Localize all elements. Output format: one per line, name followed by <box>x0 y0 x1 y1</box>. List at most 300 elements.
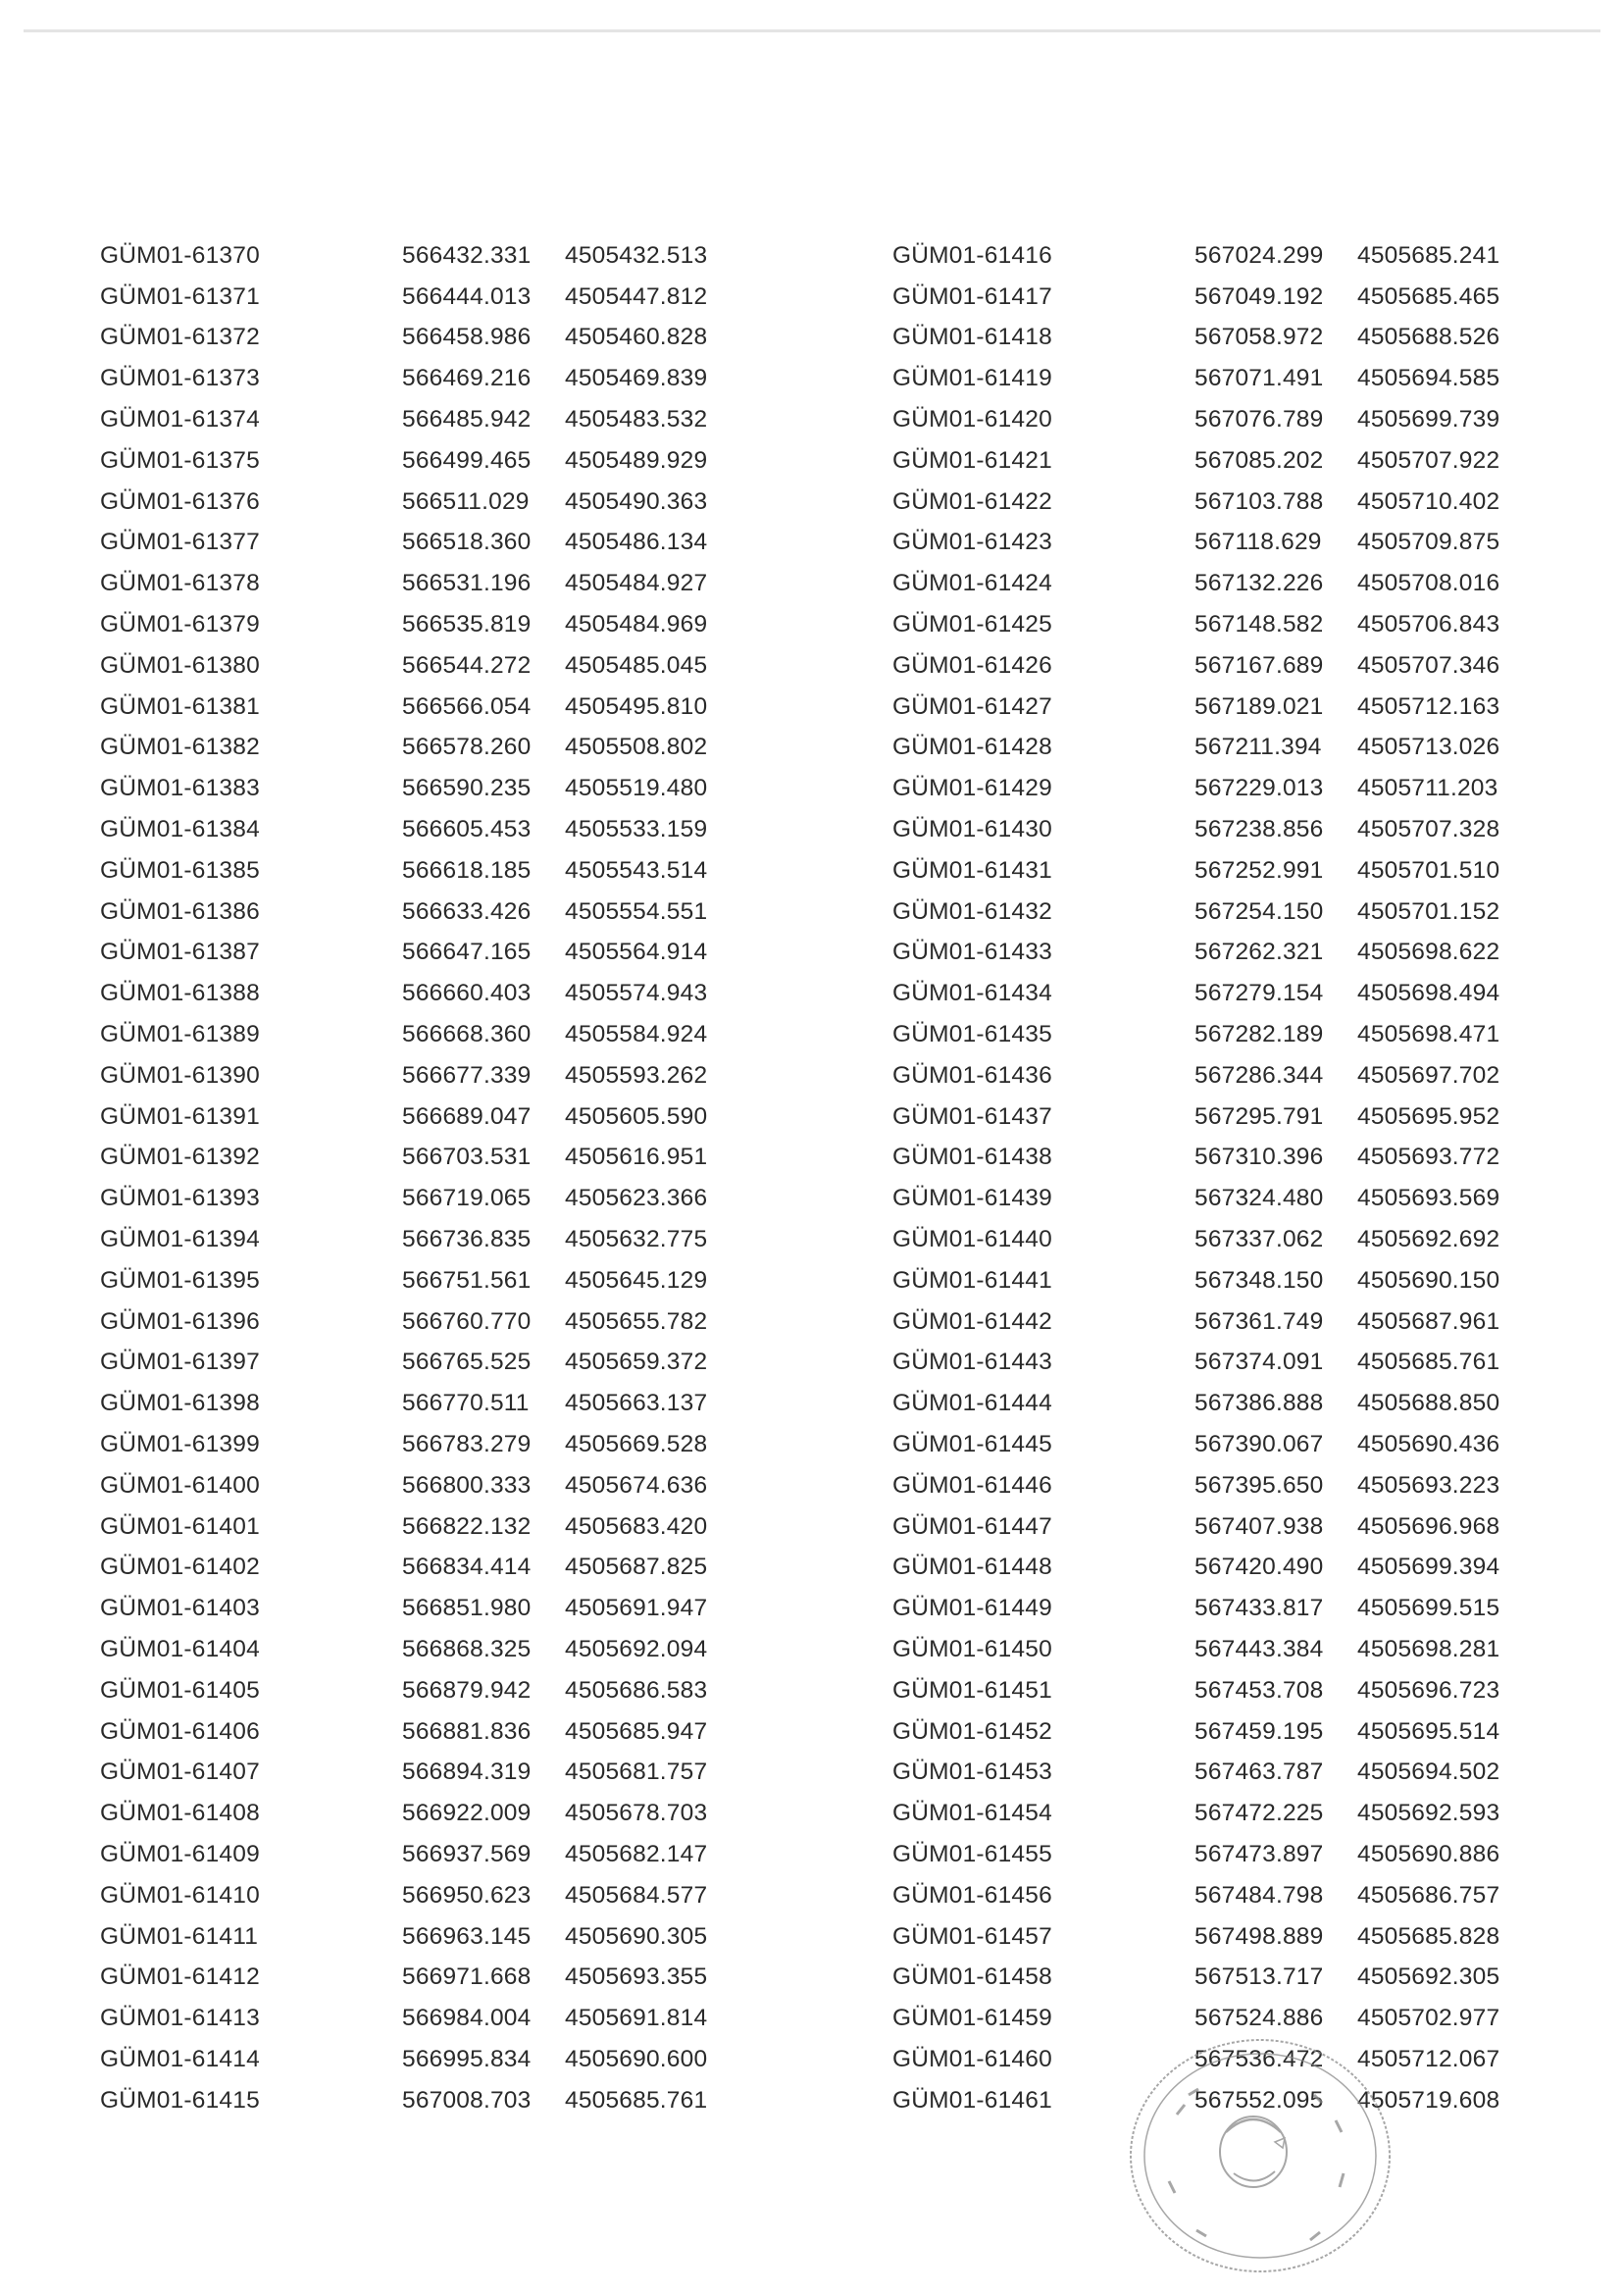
point-id: GÜM01-61423 <box>892 529 1052 556</box>
point-id: GÜM01-61381 <box>100 692 260 720</box>
point-id: GÜM01-61443 <box>892 1349 1052 1376</box>
y-coordinate: 4505685.241 <box>1357 241 1500 269</box>
x-coordinate: 567118.629 <box>1194 529 1322 556</box>
x-coordinate: 566668.360 <box>402 1021 532 1048</box>
x-coordinate: 567473.897 <box>1194 1840 1324 1867</box>
x-coordinate: 567361.749 <box>1194 1307 1324 1335</box>
y-coordinate: 4505712.163 <box>1357 692 1500 720</box>
table-row <box>100 728 767 769</box>
official-seal-icon <box>1118 2026 1402 2285</box>
table-row <box>100 604 767 645</box>
table-row <box>100 1096 767 1138</box>
x-coordinate: 567254.150 <box>1194 897 1324 925</box>
x-coordinate: 567211.394 <box>1194 734 1322 761</box>
x-coordinate: 567324.480 <box>1194 1185 1324 1212</box>
x-coordinate: 567484.798 <box>1194 1881 1324 1909</box>
point-id: GÜM01-61401 <box>100 1512 260 1540</box>
y-coordinate: 4505632.775 <box>565 1226 708 1253</box>
y-coordinate: 4505645.129 <box>565 1266 708 1294</box>
point-id: GÜM01-61412 <box>100 1963 260 1991</box>
table-row <box>100 1588 767 1629</box>
x-coordinate: 567472.225 <box>1194 1800 1324 1827</box>
point-id: GÜM01-61433 <box>892 939 1052 966</box>
x-coordinate: 567076.789 <box>1194 406 1324 433</box>
x-coordinate: 566469.216 <box>402 365 532 392</box>
y-coordinate: 4505485.045 <box>565 651 708 679</box>
table-row <box>100 809 767 850</box>
point-id: GÜM01-61445 <box>892 1431 1052 1457</box>
table-row <box>100 892 767 933</box>
point-id: GÜM01-61456 <box>892 1881 1052 1909</box>
x-coordinate: 567459.195 <box>1194 1717 1324 1745</box>
point-id: GÜM01-61441 <box>892 1266 1052 1294</box>
point-id: GÜM01-61398 <box>100 1390 260 1417</box>
x-coordinate: 566518.360 <box>402 529 532 556</box>
y-coordinate: 4505711.203 <box>1357 775 1498 802</box>
y-coordinate: 4505432.513 <box>565 241 708 269</box>
table-row <box>100 1506 767 1548</box>
table-row <box>100 235 767 277</box>
point-id: GÜM01-61396 <box>100 1307 260 1335</box>
x-coordinate: 567286.344 <box>1194 1061 1324 1089</box>
point-id: GÜM01-61390 <box>100 1061 260 1089</box>
y-coordinate: 4505663.137 <box>565 1390 708 1417</box>
point-id: GÜM01-61444 <box>892 1390 1052 1417</box>
y-coordinate: 4505692.305 <box>1357 1963 1500 1991</box>
x-coordinate: 566922.009 <box>402 1800 532 1827</box>
table-row <box>100 1752 767 1793</box>
x-coordinate: 567132.226 <box>1194 570 1324 597</box>
x-coordinate: 566605.453 <box>402 816 532 843</box>
y-coordinate: 4505495.810 <box>565 692 708 720</box>
y-coordinate: 4505605.590 <box>565 1102 708 1130</box>
point-id: GÜM01-61424 <box>892 570 1052 597</box>
point-id: GÜM01-61383 <box>100 775 260 802</box>
table-row <box>892 1301 1520 1343</box>
x-coordinate: 567071.491 <box>1194 365 1324 392</box>
x-coordinate: 567049.192 <box>1194 282 1324 310</box>
y-coordinate: 4505669.528 <box>565 1431 708 1457</box>
table-row <box>100 1957 767 1998</box>
point-id: GÜM01-61454 <box>892 1800 1052 1827</box>
x-coordinate: 566783.279 <box>402 1431 532 1457</box>
x-coordinate: 566881.836 <box>402 1717 532 1745</box>
point-id: GÜM01-61395 <box>100 1266 260 1294</box>
y-coordinate: 4505701.510 <box>1357 856 1500 884</box>
y-coordinate: 4505693.355 <box>565 1963 708 1991</box>
y-coordinate: 4505659.372 <box>565 1349 708 1376</box>
table-row <box>892 1014 1520 1055</box>
y-coordinate: 4505683.420 <box>565 1512 708 1540</box>
table-row <box>100 1219 767 1260</box>
x-coordinate: 567058.972 <box>1194 324 1324 351</box>
point-id: GÜM01-61408 <box>100 1800 260 1827</box>
table-row <box>892 399 1520 440</box>
table-row <box>100 318 767 359</box>
table-row <box>892 604 1520 645</box>
y-coordinate: 4505713.026 <box>1357 734 1500 761</box>
point-id: GÜM01-61402 <box>100 1554 260 1581</box>
x-coordinate: 566719.065 <box>402 1185 532 1212</box>
point-id: GÜM01-61373 <box>100 365 260 392</box>
table-row <box>100 1465 767 1506</box>
point-id: GÜM01-61400 <box>100 1471 260 1499</box>
table-row <box>892 440 1520 482</box>
point-id: GÜM01-61399 <box>100 1431 260 1457</box>
point-id: GÜM01-61374 <box>100 406 260 433</box>
table-row <box>892 358 1520 399</box>
x-coordinate: 566984.004 <box>402 2005 532 2032</box>
x-coordinate: 567167.689 <box>1194 651 1324 679</box>
table-row <box>892 1219 1520 1260</box>
table-row <box>100 1055 767 1096</box>
point-id: GÜM01-61391 <box>100 1102 260 1130</box>
point-id: GÜM01-61435 <box>892 1021 1052 1048</box>
table-row <box>100 1548 767 1589</box>
y-coordinate: 4505690.150 <box>1357 1266 1500 1294</box>
y-coordinate: 4505701.152 <box>1357 897 1500 925</box>
table-row <box>100 1998 767 2039</box>
point-id: GÜM01-61426 <box>892 651 1052 679</box>
point-id: GÜM01-61455 <box>892 1840 1052 1867</box>
table-row <box>892 728 1520 769</box>
y-coordinate: 4505707.346 <box>1357 651 1500 679</box>
y-coordinate: 4505655.782 <box>565 1307 708 1335</box>
point-id: GÜM01-61430 <box>892 816 1052 843</box>
y-coordinate: 4505698.622 <box>1357 939 1500 966</box>
point-id: GÜM01-61420 <box>892 406 1052 433</box>
table-row <box>100 1875 767 1916</box>
table-row <box>100 2080 767 2121</box>
y-coordinate: 4505690.600 <box>565 2045 708 2072</box>
x-coordinate: 566647.165 <box>402 939 532 966</box>
point-id: GÜM01-61442 <box>892 1307 1052 1335</box>
y-coordinate: 4505707.922 <box>1357 446 1500 474</box>
x-coordinate: 566834.414 <box>402 1554 532 1581</box>
table-row <box>892 1548 1520 1589</box>
x-coordinate: 566770.511 <box>402 1390 530 1417</box>
point-id: GÜM01-61460 <box>892 2045 1052 2072</box>
x-coordinate: 566531.196 <box>402 570 532 597</box>
point-id: GÜM01-61451 <box>892 1676 1052 1704</box>
table-row <box>892 1178 1520 1219</box>
table-row <box>100 1014 767 1055</box>
y-coordinate: 4505692.692 <box>1357 1226 1500 1253</box>
y-coordinate: 4505691.814 <box>565 2005 708 2032</box>
point-id: GÜM01-61461 <box>892 2086 1052 2114</box>
y-coordinate: 4505623.366 <box>565 1185 708 1212</box>
table-row <box>100 1670 767 1711</box>
y-coordinate: 4505685.828 <box>1357 1922 1500 1950</box>
point-id: GÜM01-61403 <box>100 1595 260 1622</box>
y-coordinate: 4505694.585 <box>1357 365 1500 392</box>
point-id: GÜM01-61428 <box>892 734 1052 761</box>
table-row <box>892 1138 1520 1179</box>
x-coordinate: 566851.980 <box>402 1595 532 1622</box>
x-coordinate: 566677.339 <box>402 1061 532 1089</box>
y-coordinate: 4505685.761 <box>1357 1349 1500 1376</box>
x-coordinate: 566822.132 <box>402 1512 532 1540</box>
point-id: GÜM01-61407 <box>100 1759 260 1786</box>
table-row <box>892 1055 1520 1096</box>
table-row <box>892 809 1520 850</box>
table-row <box>892 973 1520 1014</box>
x-coordinate: 567420.490 <box>1194 1554 1324 1581</box>
table-row <box>100 1424 767 1465</box>
x-coordinate: 566566.054 <box>402 692 532 720</box>
table-row <box>892 1670 1520 1711</box>
point-id: GÜM01-61385 <box>100 856 260 884</box>
y-coordinate: 4505678.703 <box>565 1800 708 1827</box>
x-coordinate: 567262.321 <box>1194 939 1324 966</box>
x-coordinate: 567498.889 <box>1194 1922 1324 1950</box>
y-coordinate: 4505694.502 <box>1357 1759 1500 1786</box>
y-coordinate: 4505484.927 <box>565 570 708 597</box>
y-coordinate: 4505699.739 <box>1357 406 1500 433</box>
point-id: GÜM01-61415 <box>100 2086 260 2114</box>
y-coordinate: 4505706.843 <box>1357 611 1500 638</box>
point-id: GÜM01-61405 <box>100 1676 260 1704</box>
x-coordinate: 567386.888 <box>1194 1390 1324 1417</box>
x-coordinate: 566736.835 <box>402 1226 532 1253</box>
table-row <box>892 235 1520 277</box>
y-coordinate: 4505687.961 <box>1357 1307 1500 1335</box>
y-coordinate: 4505688.526 <box>1357 324 1500 351</box>
y-coordinate: 4505688.850 <box>1357 1390 1500 1417</box>
y-coordinate: 4505685.947 <box>565 1717 708 1745</box>
table-row <box>892 933 1520 974</box>
y-coordinate: 4505574.943 <box>565 980 708 1007</box>
table-row <box>100 440 767 482</box>
y-coordinate: 4505685.465 <box>1357 282 1500 310</box>
x-coordinate: 566765.525 <box>402 1349 532 1376</box>
table-row <box>100 563 767 604</box>
point-id: GÜM01-61440 <box>892 1226 1052 1253</box>
y-coordinate: 4505508.802 <box>565 734 708 761</box>
table-row <box>100 850 767 892</box>
point-id: GÜM01-61449 <box>892 1595 1052 1622</box>
point-id: GÜM01-61404 <box>100 1635 260 1662</box>
x-coordinate: 566879.942 <box>402 1676 532 1704</box>
point-id: GÜM01-61386 <box>100 897 260 925</box>
table-row <box>100 973 767 1014</box>
point-id: GÜM01-61371 <box>100 282 260 310</box>
x-coordinate: 566800.333 <box>402 1471 532 1499</box>
table-row <box>892 1383 1520 1424</box>
y-coordinate: 4505693.569 <box>1357 1185 1500 1212</box>
x-coordinate: 567252.991 <box>1194 856 1324 884</box>
y-coordinate: 4505447.812 <box>565 282 708 310</box>
x-coordinate: 567024.299 <box>1194 241 1324 269</box>
x-coordinate: 566751.561 <box>402 1266 532 1294</box>
table-row <box>892 1793 1520 1834</box>
y-coordinate: 4505593.262 <box>565 1061 708 1089</box>
x-coordinate: 566444.013 <box>402 282 532 310</box>
point-id: GÜM01-61439 <box>892 1185 1052 1212</box>
point-id: GÜM01-61387 <box>100 939 260 966</box>
point-id: GÜM01-61418 <box>892 324 1052 351</box>
y-coordinate: 4505486.134 <box>565 529 708 556</box>
x-coordinate: 567085.202 <box>1194 446 1324 474</box>
point-id: GÜM01-61450 <box>892 1635 1052 1662</box>
x-coordinate: 567295.791 <box>1194 1102 1324 1130</box>
table-row <box>892 687 1520 728</box>
x-coordinate: 567008.703 <box>402 2086 532 2114</box>
x-coordinate: 566760.770 <box>402 1307 532 1335</box>
x-coordinate: 566432.331 <box>402 241 532 269</box>
table-row <box>100 2039 767 2080</box>
table-row <box>892 482 1520 523</box>
point-id: GÜM01-61392 <box>100 1144 260 1171</box>
y-coordinate: 4505490.363 <box>565 487 708 515</box>
y-coordinate: 4505690.886 <box>1357 1840 1500 1867</box>
point-id: GÜM01-61419 <box>892 365 1052 392</box>
table-row <box>892 277 1520 318</box>
x-coordinate: 567279.154 <box>1194 980 1324 1007</box>
table-row <box>892 1096 1520 1138</box>
y-coordinate: 4505687.825 <box>565 1554 708 1581</box>
table-row <box>100 1260 767 1301</box>
x-coordinate: 566971.668 <box>402 1963 532 1991</box>
x-coordinate: 566535.819 <box>402 611 532 638</box>
y-coordinate: 4505699.394 <box>1357 1554 1500 1581</box>
point-id: GÜM01-61422 <box>892 487 1052 515</box>
y-coordinate: 4505698.471 <box>1357 1021 1500 1048</box>
y-coordinate: 4505691.947 <box>565 1595 708 1622</box>
point-id: GÜM01-61431 <box>892 856 1052 884</box>
x-coordinate: 566590.235 <box>402 775 532 802</box>
y-coordinate: 4505564.914 <box>565 939 708 966</box>
y-coordinate: 4505686.757 <box>1357 1881 1500 1909</box>
point-id: GÜM01-61414 <box>100 2045 260 2072</box>
table-row <box>892 1752 1520 1793</box>
point-id: GÜM01-61376 <box>100 487 260 515</box>
point-id: GÜM01-61436 <box>892 1061 1052 1089</box>
point-id: GÜM01-61421 <box>892 446 1052 474</box>
table-row <box>100 1383 767 1424</box>
point-id: GÜM01-61427 <box>892 692 1052 720</box>
point-id: GÜM01-61437 <box>892 1102 1052 1130</box>
table-row <box>100 1301 767 1343</box>
x-coordinate: 567513.717 <box>1194 1963 1324 1991</box>
table-row <box>100 1916 767 1958</box>
x-coordinate: 567433.817 <box>1194 1595 1324 1622</box>
table-row <box>892 1711 1520 1753</box>
y-coordinate: 4505674.636 <box>565 1471 708 1499</box>
y-coordinate: 4505699.515 <box>1357 1595 1500 1622</box>
table-row <box>892 1588 1520 1629</box>
coordinate-table-left <box>100 235 767 2121</box>
point-id: GÜM01-61375 <box>100 446 260 474</box>
table-row <box>100 358 767 399</box>
point-id: GÜM01-61448 <box>892 1554 1052 1581</box>
x-coordinate: 567148.582 <box>1194 611 1324 638</box>
table-row <box>892 1260 1520 1301</box>
point-id: GÜM01-61409 <box>100 1840 260 1867</box>
point-id: GÜM01-61457 <box>892 1922 1052 1950</box>
x-coordinate: 567229.013 <box>1194 775 1324 802</box>
x-coordinate: 567374.091 <box>1194 1349 1324 1376</box>
y-coordinate: 4505690.305 <box>565 1922 708 1950</box>
point-id: GÜM01-61438 <box>892 1144 1052 1171</box>
table-row <box>100 1834 767 1875</box>
x-coordinate: 567395.650 <box>1194 1471 1324 1499</box>
point-id: GÜM01-61417 <box>892 282 1052 310</box>
x-coordinate: 566995.834 <box>402 2045 532 2072</box>
x-coordinate: 567337.062 <box>1194 1226 1324 1253</box>
y-coordinate: 4505460.828 <box>565 324 708 351</box>
table-row <box>100 933 767 974</box>
table-row <box>100 645 767 687</box>
y-coordinate: 4505702.977 <box>1357 2005 1500 2032</box>
coordinate-table-right <box>892 235 1520 2121</box>
y-coordinate: 4505554.551 <box>565 897 708 925</box>
table-row <box>892 1343 1520 1384</box>
point-id: GÜM01-61406 <box>100 1717 260 1745</box>
y-coordinate: 4505697.702 <box>1357 1061 1500 1089</box>
x-coordinate: 567103.788 <box>1194 487 1324 515</box>
table-row <box>892 1916 1520 1958</box>
point-id: GÜM01-61447 <box>892 1512 1052 1540</box>
x-coordinate: 567552.095 <box>1194 2086 1324 2114</box>
page-top-rule <box>24 29 1600 32</box>
table-row <box>892 563 1520 604</box>
point-id: GÜM01-61432 <box>892 897 1052 925</box>
x-coordinate: 566633.426 <box>402 897 532 925</box>
y-coordinate: 4505533.159 <box>565 816 708 843</box>
point-id: GÜM01-61429 <box>892 775 1052 802</box>
table-row <box>100 399 767 440</box>
x-coordinate: 566703.531 <box>402 1144 532 1171</box>
table-row <box>892 645 1520 687</box>
x-coordinate: 567282.189 <box>1194 1021 1324 1048</box>
x-coordinate: 567238.856 <box>1194 816 1324 843</box>
y-coordinate: 4505690.436 <box>1357 1431 1500 1457</box>
table-row <box>892 892 1520 933</box>
x-coordinate: 567524.886 <box>1194 2005 1324 2032</box>
y-coordinate: 4505708.016 <box>1357 570 1500 597</box>
y-coordinate: 4505692.094 <box>565 1635 708 1662</box>
point-id: GÜM01-61411 <box>100 1922 259 1950</box>
point-id: GÜM01-61377 <box>100 529 260 556</box>
table-row <box>892 1834 1520 1875</box>
y-coordinate: 4505685.761 <box>565 2086 708 2114</box>
y-coordinate: 4505693.772 <box>1357 1144 1500 1171</box>
point-id: GÜM01-61458 <box>892 1963 1052 1991</box>
point-id: GÜM01-61452 <box>892 1717 1052 1745</box>
x-coordinate: 567310.396 <box>1194 1144 1324 1171</box>
table-row <box>100 1138 767 1179</box>
table-row <box>892 318 1520 359</box>
x-coordinate: 566544.272 <box>402 651 532 679</box>
x-coordinate: 567453.708 <box>1194 1676 1324 1704</box>
table-row <box>100 768 767 809</box>
y-coordinate: 4505483.532 <box>565 406 708 433</box>
x-coordinate: 567463.787 <box>1194 1759 1324 1786</box>
x-coordinate: 566578.260 <box>402 734 532 761</box>
point-id: GÜM01-61397 <box>100 1349 260 1376</box>
y-coordinate: 4505712.067 <box>1357 2045 1500 2072</box>
y-coordinate: 4505543.514 <box>565 856 708 884</box>
y-coordinate: 4505519.480 <box>565 775 708 802</box>
table-row <box>100 1178 767 1219</box>
point-id: GÜM01-61453 <box>892 1759 1052 1786</box>
point-id: GÜM01-61372 <box>100 324 260 351</box>
x-coordinate: 567348.150 <box>1194 1266 1324 1294</box>
table-row <box>892 768 1520 809</box>
table-row <box>100 1629 767 1670</box>
point-id: GÜM01-61434 <box>892 980 1052 1007</box>
